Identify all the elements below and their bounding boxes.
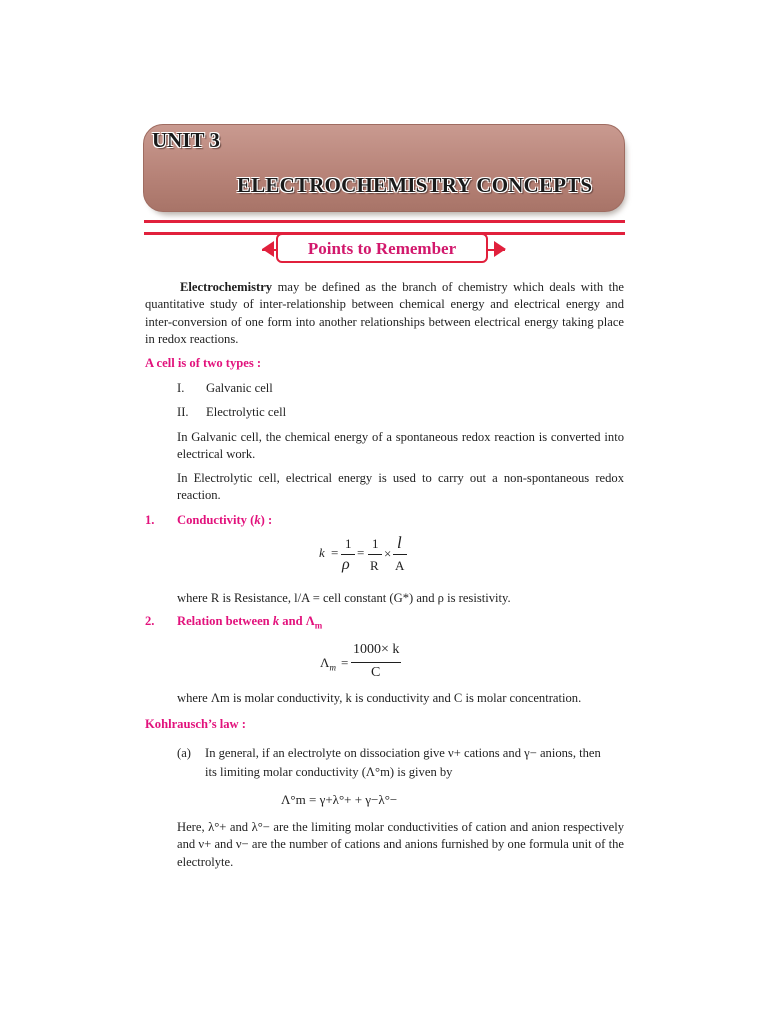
intro-text: may be defined as the branch of chemistry which deals with the quantitative study of inter-relationship between chemical energy and electrical energy and inter-conversion of one form into another relationships between electrical energy taking place in redox reactions. [145,280,624,346]
eq1-fraction-bar [341,554,355,555]
intro-paragraph [145,279,624,348]
list-item-num: I. [177,381,185,395]
list-item-electrolytic: Electrolytic cell [206,405,287,419]
kohlrausch-item-label: (a) [177,746,191,760]
section-1-where: where R is Resistance, l/A = cell constant (G*) and ρ is resistivity. [177,591,511,605]
cell-types-heading: A cell is of two types : [145,356,262,370]
section-2-heading: Relation between k and $\Lambda_m$ [177,614,323,631]
eq1-den1: ρ [342,556,350,573]
eq1-equals-2: = [357,545,365,560]
eq1-num3: l [397,533,402,552]
eq1-times: × [384,546,392,561]
eq1-equals: = [331,545,339,560]
right-arrow-icon [494,241,506,257]
eq1-den3: A [395,558,405,573]
electrolytic-note: In Electrolytic cell, electrical energy is used to carry out a non-spontaneous redox reaction. [177,471,624,503]
left-arrow-icon [262,241,274,257]
eq1-k: k [319,545,325,560]
eq1-fraction-bar [393,554,407,555]
kohlrausch-a-line2: its limiting molar conductivity (Λ°m) is given by [205,765,453,779]
intro-term: Electrochemistry [180,280,273,294]
kohlrausch-equation: Λ°m = γ+λ°+ + γ−λ°− [281,792,398,807]
section-1-heading [177,513,272,528]
unit-title: ELECTROCHEMISTRY CONCEPTS [237,173,593,197]
section-2-number: 2. [145,614,155,628]
section-1-heading-post: ) : [260,513,273,527]
eq2-denominator: C [371,665,381,680]
list-item-galvanic: Galvanic cell [206,381,273,395]
eq1-fraction-bar [368,554,382,555]
section-2-where: where Λm is molar conductivity, k is conductivity and C is molar concentration. [177,691,582,705]
eq2-fraction-bar [351,662,401,663]
unit-label: UNIT 3 [152,128,220,152]
eq2-equals: = [341,655,349,670]
kohlrausch-a-line1: In general, if an electrolyte on dissociation give ν+ cations and γ− anions, then [205,746,601,760]
kohlrausch-explanation: Here, λ°+ and λ°− are the limiting molar conductivities of cation and anion respectively and ν+ and ν− are the number of cations and anions furnished by one formula unit of the electrolyte. [177,820,624,869]
galvanic-note: In Galvanic cell, the chemical energy of a spontaneous redox reaction is converted into electrical work. [177,430,624,462]
kohlrausch-heading: Kohlrausch’s law : [145,717,246,731]
eq1-den2: R [370,558,379,573]
list-item-num: II. [177,405,189,419]
eq1-num2: 1 [372,536,379,551]
eq1-num1: 1 [345,536,352,551]
section-title: Points to Remember [276,233,488,263]
section-1-heading-pre: Conductivity ( [177,513,255,527]
section-1-heading-k: k [254,513,261,527]
eq2-lhs: $\Lambda_m$ [320,655,336,673]
section-1-number: 1. [145,513,155,527]
eq2-numerator: 1000× k [353,642,400,657]
